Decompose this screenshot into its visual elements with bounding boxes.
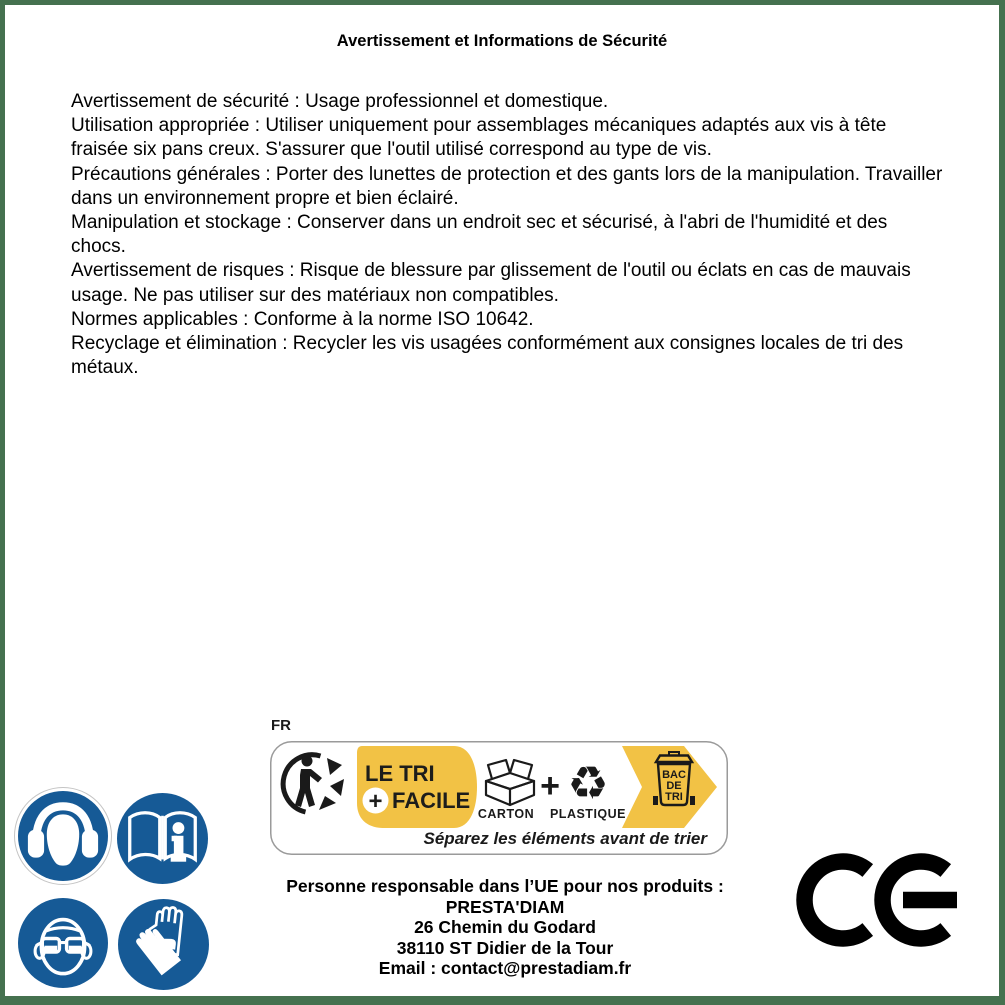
address-line-2: 38110 ST Didier de la Tour [396, 937, 614, 958]
safety-paragraph: Recyclage et élimination : Recycler les vis usagées conformément aux consignes locales de tri des métaux. [71, 333, 904, 379]
info-tri-label [270, 741, 728, 855]
safety-paragraph: Manipulation et stockage : Conserver dans un endroit sec et sécurisé, à l'abri de l'humidité et des chocs. [71, 212, 888, 258]
safety-paragraph: Normes applicables : Conforme à la norme ISO 10642. [71, 308, 534, 330]
read-manual-icon [117, 793, 208, 884]
plastic-recycle-icon: ♻ [567, 757, 609, 809]
tri-headline-1: LE TRI [365, 761, 435, 786]
bin-text-2: DE [666, 780, 682, 792]
tri-headline-plus: + [368, 788, 383, 815]
safety-paragraph: Précautions générales : Porter des lunettes de protection et des gants lors de la manipulation. Travailler dans un environnement propre et bien éclairé. [71, 163, 943, 209]
safety-text-block [71, 90, 945, 380]
eye-protection-icon [18, 898, 108, 988]
tri-headline-2: FACILE [392, 788, 471, 813]
bin-text-3: TRI [665, 791, 683, 803]
tri-facile-banner [357, 746, 477, 828]
safety-paragraph: Avertissement de risques : Risque de blessure par glissement de l'outil ou éclats en cas de mauvais usage. Ne pas utiliser sur des matériaux non compatibles. [71, 260, 911, 306]
ear-protection-icon [18, 791, 108, 881]
bin-text-1: BAC [662, 769, 686, 781]
material-label-carton: CARTON [477, 807, 535, 821]
responsible-party-block [245, 876, 765, 979]
materials-plus: + [540, 767, 560, 805]
safety-paragraph: Avertissement de sécurité : Usage professionnel et domestique. [71, 91, 609, 112]
safety-paragraph: Utilisation appropriée : Utiliser uniquement pour assemblages mécaniques adaptés aux vis à tête fraisée six pans creux. S'assurer que l'outil utilisé correspond au type de vis. [71, 115, 887, 161]
material-label-plastique: PLASTIQUE [549, 807, 627, 821]
ce-mark-icon [795, 846, 965, 954]
responsible-heading: Personne responsable dans l’UE pour nos produits : [286, 876, 724, 896]
sorting-instruction: Séparez les éléments avant de trier [423, 829, 707, 848]
email-line: Email : contact@prestadiam.fr [378, 958, 632, 979]
address-line-1: 26 Chemin du Godard [414, 917, 596, 938]
company-name: PRESTA'DIAM [445, 896, 565, 917]
protective-gloves-icon [118, 899, 209, 990]
page-title: Avertissement et Informations de Sécurité [336, 32, 668, 50]
country-code-label: FR [271, 717, 291, 734]
